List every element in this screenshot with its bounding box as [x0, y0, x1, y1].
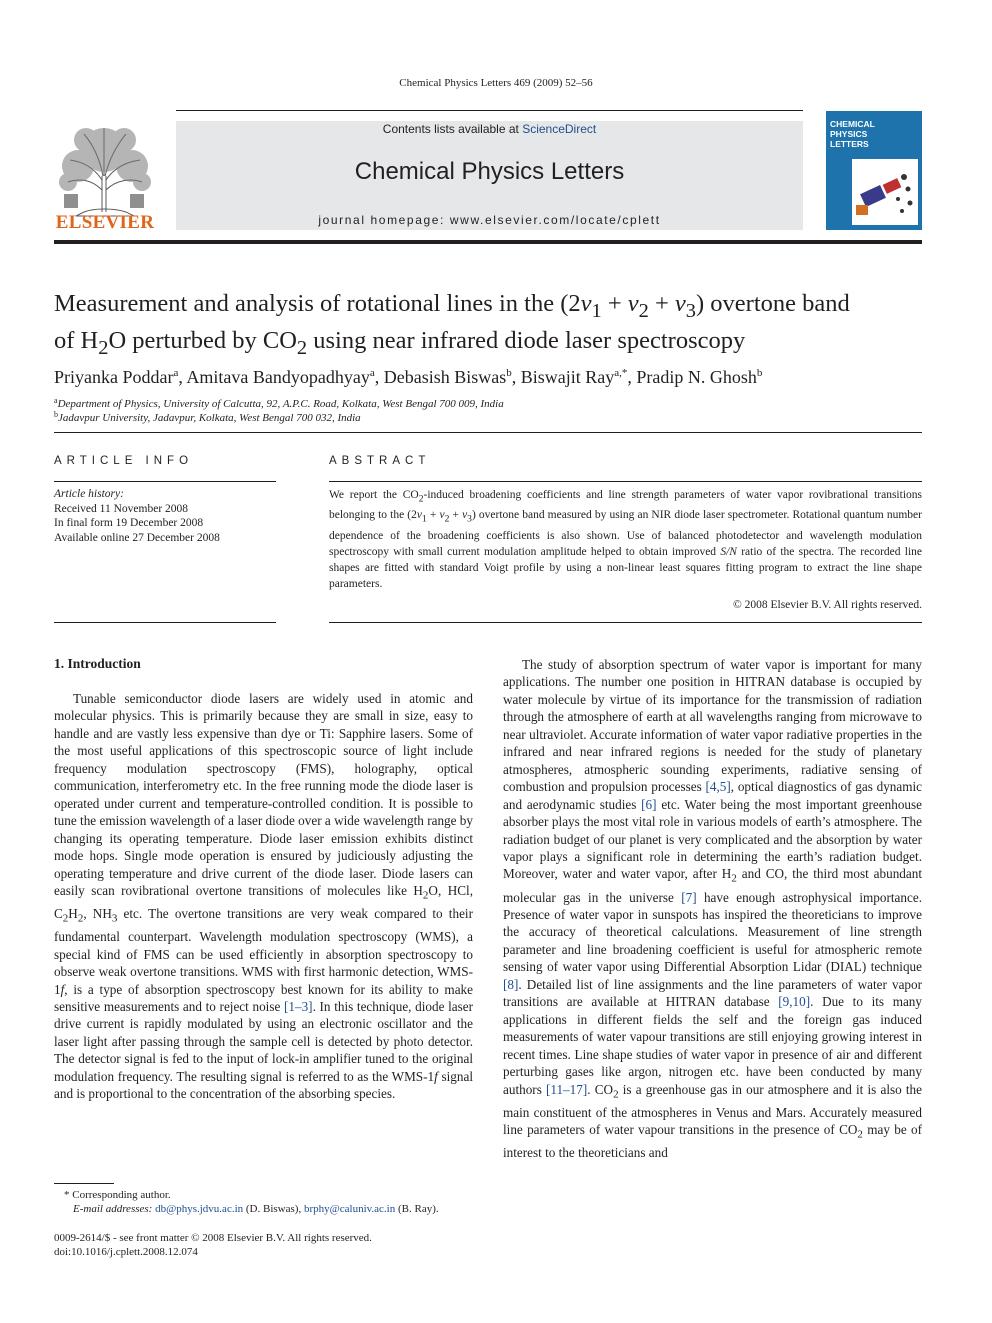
article-info-bottom-rule — [54, 622, 276, 623]
text-run: H — [68, 906, 78, 922]
subscript: 2 — [444, 513, 450, 525]
affiliation-mark: a — [54, 396, 58, 405]
homepage-label: journal homepage: — [318, 213, 450, 227]
text-run: . In this technique, diode laser drive current is rapidly modulated by using an electronic oscillator and the laser light after passing through the sample cell is detected by photo detector. The detector signal is fed to the input of lock-in amplifier tuned to the original modulation frequency. The resulting signal is referred to as the WMS-1 — [54, 998, 473, 1084]
abstract-segment: ratio of the spectra. The recorded line shapes are fitted with standard Voigt profile by using a non-linear least squares fitting program to extract the line shape parameters. — [329, 545, 922, 590]
subscript: 2 — [857, 1128, 863, 1141]
reference-link[interactable]: [8] — [503, 976, 519, 992]
history-online: Available online 27 December 2008 — [54, 531, 220, 544]
article-title — [54, 289, 922, 363]
nu-symbol: ν — [674, 290, 686, 317]
abstract-text — [329, 487, 922, 592]
author-name[interactable]: Biswajit Ray — [520, 367, 615, 387]
journal-citation: Chemical Physics Letters 469 (2009) 52–56 — [399, 77, 593, 89]
footnote-star: * — [64, 1189, 70, 1201]
text-run: may be of interest to the theoreticians and — [503, 1122, 922, 1161]
abstract-rule — [329, 481, 922, 482]
text-run: etc. Water being the most important greenhouse absorber plays the most vital role in various models of earth’s atmosphere. The radiation budget of our planet is very complicated and the absorption by water vapor plays a significant role in determining the earth’s radiation budget. Moreover, water and water vapor, after H — [503, 796, 922, 882]
title-text: Measurement and analysis of rotational lines in the (2 — [54, 290, 581, 317]
article-history — [54, 487, 276, 545]
affiliation-text: Jadavpur University, Jadavpur, Kolkata, West Bengal 700 032, India — [58, 412, 361, 424]
article-info-label: ARTICLE INFO — [54, 455, 194, 467]
text-run: . Detailed list of line assignments and the line parameters of water vapor transitions are available at HITRAN database — [503, 976, 922, 1010]
email-label: E-mail addresses: — [73, 1203, 153, 1215]
issn-line: 0009-2614/$ - see front matter © 2008 Elsevier B.V. All rights reserved. — [54, 1232, 372, 1244]
abstract-bottom-rule — [329, 622, 922, 623]
subscript: 2 — [98, 336, 109, 359]
cover-graphic-icon — [852, 159, 918, 225]
cover-title-line: LETTERS — [830, 139, 869, 149]
paragraph — [54, 690, 473, 1103]
header-top-rule — [176, 110, 803, 111]
author-affiliation-mark: a — [369, 367, 375, 379]
text-run: Tunable semiconductor diode lasers are widely used in atomic and molecular physics. This is primarily because they are small in size, easy to handle and are vastly less expensive than dye or Ti: Sapphire lasers. Some of the most useful applications of this spectroscopic source of light include frequency modulation spectroscopy (FMS), holography, optical communication, interferometry etc. In the free running mode the diode laser is operated under current and temperature-controlled condition. It is possible to tune the emission wavelength of a laser diode over a wide wavelength range by changing its operating temperature. Diode laser emission exhibits distinct mode hops. Single mode operation is ensured by judiciously adjusting the operating temperature and drive current of the diode laser. Diode lasers can easily scan rovibrational overtone transitions of molecules like H — [54, 691, 473, 898]
cover-title-line: CHEMICAL — [830, 119, 875, 129]
author-affiliation-mark: b — [506, 367, 512, 379]
footnote-text: Corresponding author. — [69, 1189, 171, 1201]
paragraph — [503, 656, 922, 1162]
title-text: using near infrared diode laser spectroscopy — [307, 326, 746, 354]
subscript: 2 — [418, 493, 424, 505]
author-name[interactable]: Pradip N. Ghosh — [636, 367, 757, 387]
author-name[interactable]: Debasish Biswas — [383, 367, 507, 387]
subscript: 2 — [613, 1088, 619, 1101]
reference-link[interactable]: [7] — [681, 889, 697, 905]
subscript: 3 — [111, 912, 118, 925]
footnote-rule — [54, 1183, 114, 1184]
text-run: have enough astrophysical importance. Presence of water vapor in sunspots has inspired the theoreticians to improve the accuracy of theoretical calculations. Measurement of line strength parameter and line broadening coefficient is useful for atmospheric remote sensing of water vapor using Differential Absorption Lidar (DIAL) technique — [503, 889, 922, 975]
contents-prefix: Contents lists available at — [382, 122, 523, 136]
author-affiliation-mark: a — [173, 367, 179, 379]
plus-sign: + — [426, 509, 440, 522]
header-thick-rule — [54, 240, 922, 244]
plus-sign: + — [449, 509, 463, 522]
nu-symbol: ν — [580, 290, 592, 317]
abstract-segment: ) overtone band measured by using an NIR diode laser spectrometer. Rotational quantum number dependence of the broadening coefficients is also shown. Use of balanced photodetector and wavelength modulation spectroscopy with small current modulation amplitude helped to obtain improved — [329, 509, 922, 558]
doi-line[interactable]: doi:10.1016/j.cplett.2008.12.074 — [54, 1246, 198, 1258]
reference-link[interactable]: [1–3] — [284, 998, 313, 1014]
plus-sign: + — [601, 290, 628, 317]
author-affiliation-mark: b — [756, 367, 763, 379]
italic-f: f — [434, 1068, 438, 1084]
author-name[interactable]: Amitava Bandyopadhyay — [186, 367, 370, 387]
contents-availability — [176, 121, 803, 137]
corresponding-author-note — [54, 1188, 473, 1202]
author-name[interactable]: Priyanka Poddar — [54, 367, 174, 387]
email-owner: (D. Biswas), — [243, 1203, 304, 1215]
journal-cover — [826, 111, 922, 230]
nu-symbol: ν — [416, 509, 422, 522]
cover-illustration — [852, 159, 918, 225]
body-column-left — [54, 690, 473, 1103]
affiliation-mark: b — [54, 410, 58, 419]
history-heading: Article history: — [54, 488, 124, 500]
article-info-rule — [54, 481, 276, 482]
cover-title — [830, 119, 918, 149]
email-link[interactable]: db@phys.jdvu.ac.in — [155, 1203, 244, 1215]
abstract-label: ABSTRACT — [329, 455, 431, 467]
nu-symbol: ν — [439, 509, 445, 522]
history-final-form: In final form 19 December 2008 — [54, 517, 204, 529]
nu-symbol: ν — [462, 509, 468, 522]
journal-homepage — [176, 213, 803, 227]
title-text: of H — [54, 326, 99, 354]
subscript: 2 — [296, 336, 308, 359]
text-run: is a greenhouse gas in our atmosphere and it is also the main constituent of the atmospheres in Venus and Mars. Accurately measured line parameters of water vapour transitions in the presence of CO — [503, 1081, 923, 1138]
text-run: signal and is proportional to the concentration of the absorbing species. — [54, 1068, 473, 1102]
italic-f: f — [60, 981, 65, 997]
reference-link[interactable]: [4,5] — [705, 779, 731, 795]
subscript: 1 — [591, 299, 602, 322]
text-run: The study of absorption spectrum of water vapor is important for many applications. The number one position in HITRAN database is occupied by water molecule by virtue of its importance for the transmission of radiation through the atmosphere of earth at all wavelengths ranging from microwave to near ultraviolet. Accurate information of water vapor radiative properties in the infrared and near infrared regions is needed for the study of planetary atmospheres, atmospheric sounding experiments, radiative sensing of combustion and propulsion processes — [503, 657, 922, 795]
journal-title: Chemical Physics Letters — [354, 158, 625, 185]
text-run: etc. The overtone transitions are very weak compared to their fundamental counterpart. Wavelength modulation spectroscopy (WMS), a special kind of FMS can be used efficiently in absorption spectroscopy to observe weak overtone transitions. WMS with first harmonic detection, WMS-1 — [54, 906, 473, 997]
text-run: O, HCl, C — [54, 882, 473, 922]
email-owner: (B. Ray). — [395, 1203, 439, 1215]
text-run: . CO — [587, 1081, 614, 1097]
title-text: O perturbed by CO — [108, 326, 297, 354]
cover-title-line: PHYSICS — [830, 129, 868, 139]
text-run: and CO, the third most abundant molecular gas in the universe — [503, 866, 922, 905]
reference-link[interactable]: [9,10] — [778, 994, 811, 1010]
abstract-copyright: © 2008 Elsevier B.V. All rights reserved. — [733, 599, 922, 611]
subscript: 3 — [685, 299, 696, 322]
reference-link[interactable]: [11–17] — [546, 1081, 588, 1097]
plus-sign: + — [648, 290, 675, 317]
subscript: 1 — [421, 513, 427, 525]
text-run: , is a type of absorption spectroscopy best known for its ability to make sensitive measurements and to reject noise — [54, 981, 473, 1014]
affiliation-rule — [54, 432, 922, 433]
body-column-right — [503, 656, 922, 1162]
subscript: 2 — [62, 912, 69, 925]
text-run: . Due to its many applications in different fields the self and the foreign gas induced measurements of water vapour transitions are still enjoying growing interest in recent times. Line shape studies of water vapor in presence of air and different perturbing gases like argon, nitrogen etc. have been conducted by many authors — [503, 994, 922, 1097]
subscript: 2 — [422, 889, 429, 902]
section-heading-introduction: 1. Introduction — [54, 656, 141, 671]
subscript: 2 — [77, 912, 84, 925]
homepage-url[interactable]: www.elsevier.com/locate/cplett — [449, 213, 661, 227]
author-list: Priyanka Poddar$^a$, Amitava Bandyopadhyay$^a$, Debasish Biswas$^b$, Biswajit Ray$^{a,*}$, Pradip N. Ghosh$^b$ — [54, 367, 763, 387]
affiliation-text: Department of Physics, University of Calcutta, 92, A.P.C. Road, Kolkata, West Bengal 700 009, India — [57, 398, 504, 410]
subscript: 2 — [638, 299, 649, 322]
subscript: 2 — [731, 873, 737, 886]
sciencedirect-link[interactable]: ScienceDirect — [522, 122, 597, 136]
email-link[interactable]: brphy@caluniv.ac.in — [303, 1203, 396, 1215]
email-footnote — [54, 1202, 473, 1216]
nu-symbol: ν — [627, 290, 639, 317]
author-affiliation-mark: a,* — [614, 367, 628, 379]
text-run: , NH — [83, 906, 112, 922]
history-received: Received 11 November 2008 — [54, 502, 189, 515]
sn-ratio: S/N — [720, 545, 737, 558]
reference-link[interactable]: [6] — [641, 796, 657, 812]
affiliation-b — [54, 408, 922, 425]
abstract-segment: We report the CO — [329, 489, 419, 501]
subscript: 3 — [467, 513, 472, 525]
text-run: , optical diagnostics of gas dynamic and aerodynamic studies — [503, 779, 923, 812]
elsevier-wordmark: ELSEVIER — [55, 212, 155, 233]
abstract-segment: -induced broadening coefficients and line strength parameters of water vapor rovibrational transitions belonging to the (2 — [329, 489, 922, 522]
title-text: ) overtone band — [696, 290, 850, 317]
